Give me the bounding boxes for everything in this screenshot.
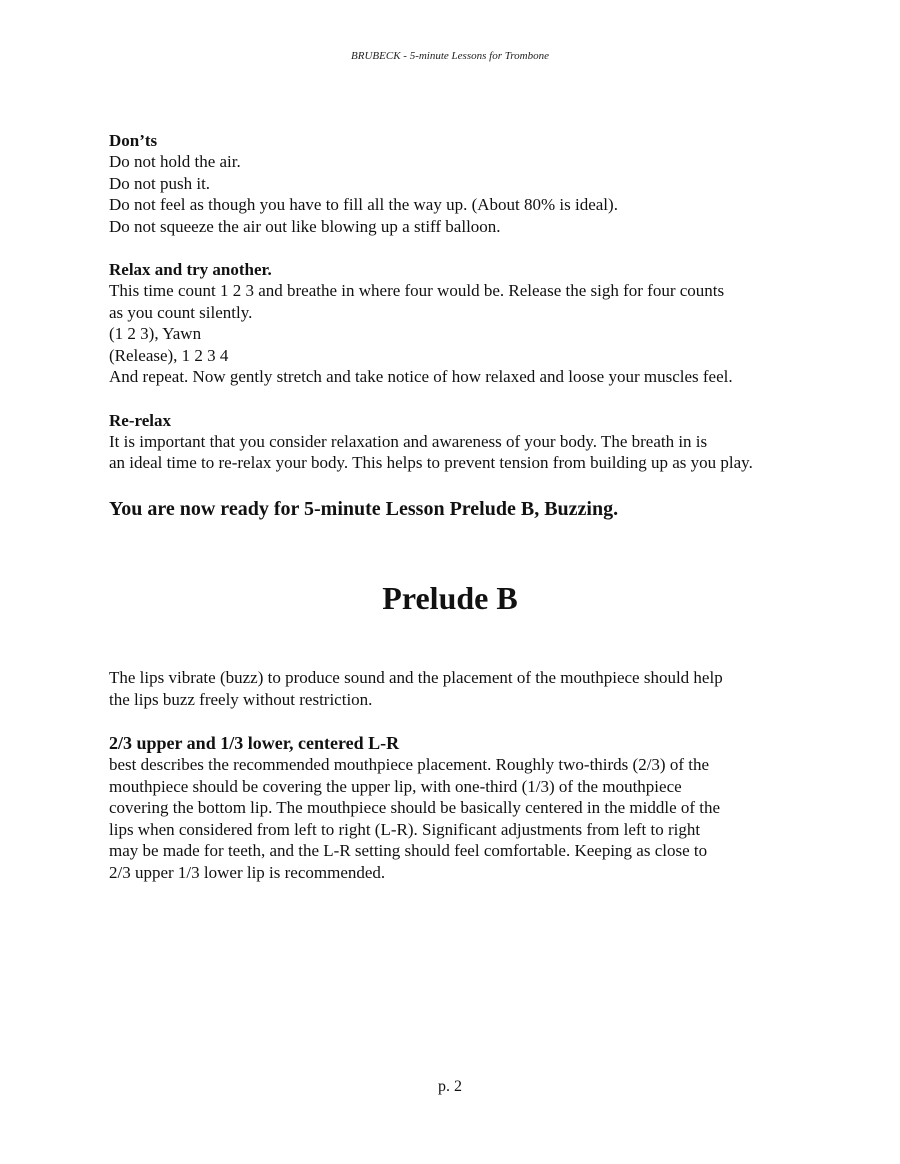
running-header: BRUBECK - 5-minute Lessons for Trombone <box>351 50 549 62</box>
donts-section <box>109 130 829 237</box>
relax-line: as you count silently. <box>109 302 253 322</box>
donts-heading: Don’ts <box>109 131 158 150</box>
rerelax-section <box>109 410 829 474</box>
relax-line: (1 2 3), Yawn <box>109 324 202 343</box>
relax-heading: Relax and try another. <box>109 260 272 279</box>
donts-line: Do not push it. <box>109 173 211 193</box>
donts-line: Do not hold the air. <box>109 152 241 171</box>
rerelax-line: an ideal time to re-relax your body. This helps to prevent tension from building up as you play. <box>109 453 753 472</box>
rerelax-heading: Re-relax <box>109 410 171 430</box>
lesson-content-upper <box>109 130 829 522</box>
relax-line: And repeat. Now gently stretch and take notice of how relaxed and loose your muscles feel. <box>109 367 733 386</box>
prelude-b-title: Prelude B <box>382 580 518 616</box>
relax-section <box>109 259 829 388</box>
donts-line: Do not feel as though you have to fill all the way up. (About 80% is ideal). <box>109 195 618 214</box>
placement-line: mouthpiece should be covering the upper lip, with one-third (1/3) of the mouthpiece <box>109 776 682 796</box>
rerelax-line: It is important that you consider relaxation and awareness of your body. The breath in is <box>109 431 708 451</box>
prelude-intro-line: the lips buzz freely without restriction. <box>109 689 373 709</box>
donts-line: Do not squeeze the air out like blowing up a stiff balloon. <box>109 216 501 236</box>
placement-heading: 2/3 upper and 1/3 lower, centered L-R <box>109 733 400 753</box>
relax-line: (Release), 1 2 3 4 <box>109 345 229 365</box>
relax-line: This time count 1 2 3 and breathe in where four would be. Release the sigh for four counts <box>109 281 725 300</box>
placement-line: lips when considered from left to right (L-R). Significant adjustments from left to right <box>109 819 701 839</box>
page-number: p. 2 <box>438 1078 462 1095</box>
prelude-intro <box>109 667 829 710</box>
placement-section <box>109 732 829 883</box>
placement-line: best describes the recommended mouthpiece placement. Roughly two-thirds (2/3) of the <box>109 755 710 774</box>
placement-line: 2/3 upper 1/3 lower lip is recommended. <box>109 862 386 882</box>
lesson-content-lower <box>109 667 829 883</box>
ready-for-next-lesson: You are now ready for 5-minute Lesson Prelude B, Buzzing. <box>109 497 619 520</box>
prelude-intro-line: The lips vibrate (buzz) to produce sound and the placement of the mouthpiece should help <box>109 668 723 687</box>
placement-line: may be made for teeth, and the L-R setting should feel comfortable. Keeping as close to <box>109 841 708 860</box>
placement-line: covering the bottom lip. The mouthpiece should be basically centered in the middle of the <box>109 798 721 817</box>
